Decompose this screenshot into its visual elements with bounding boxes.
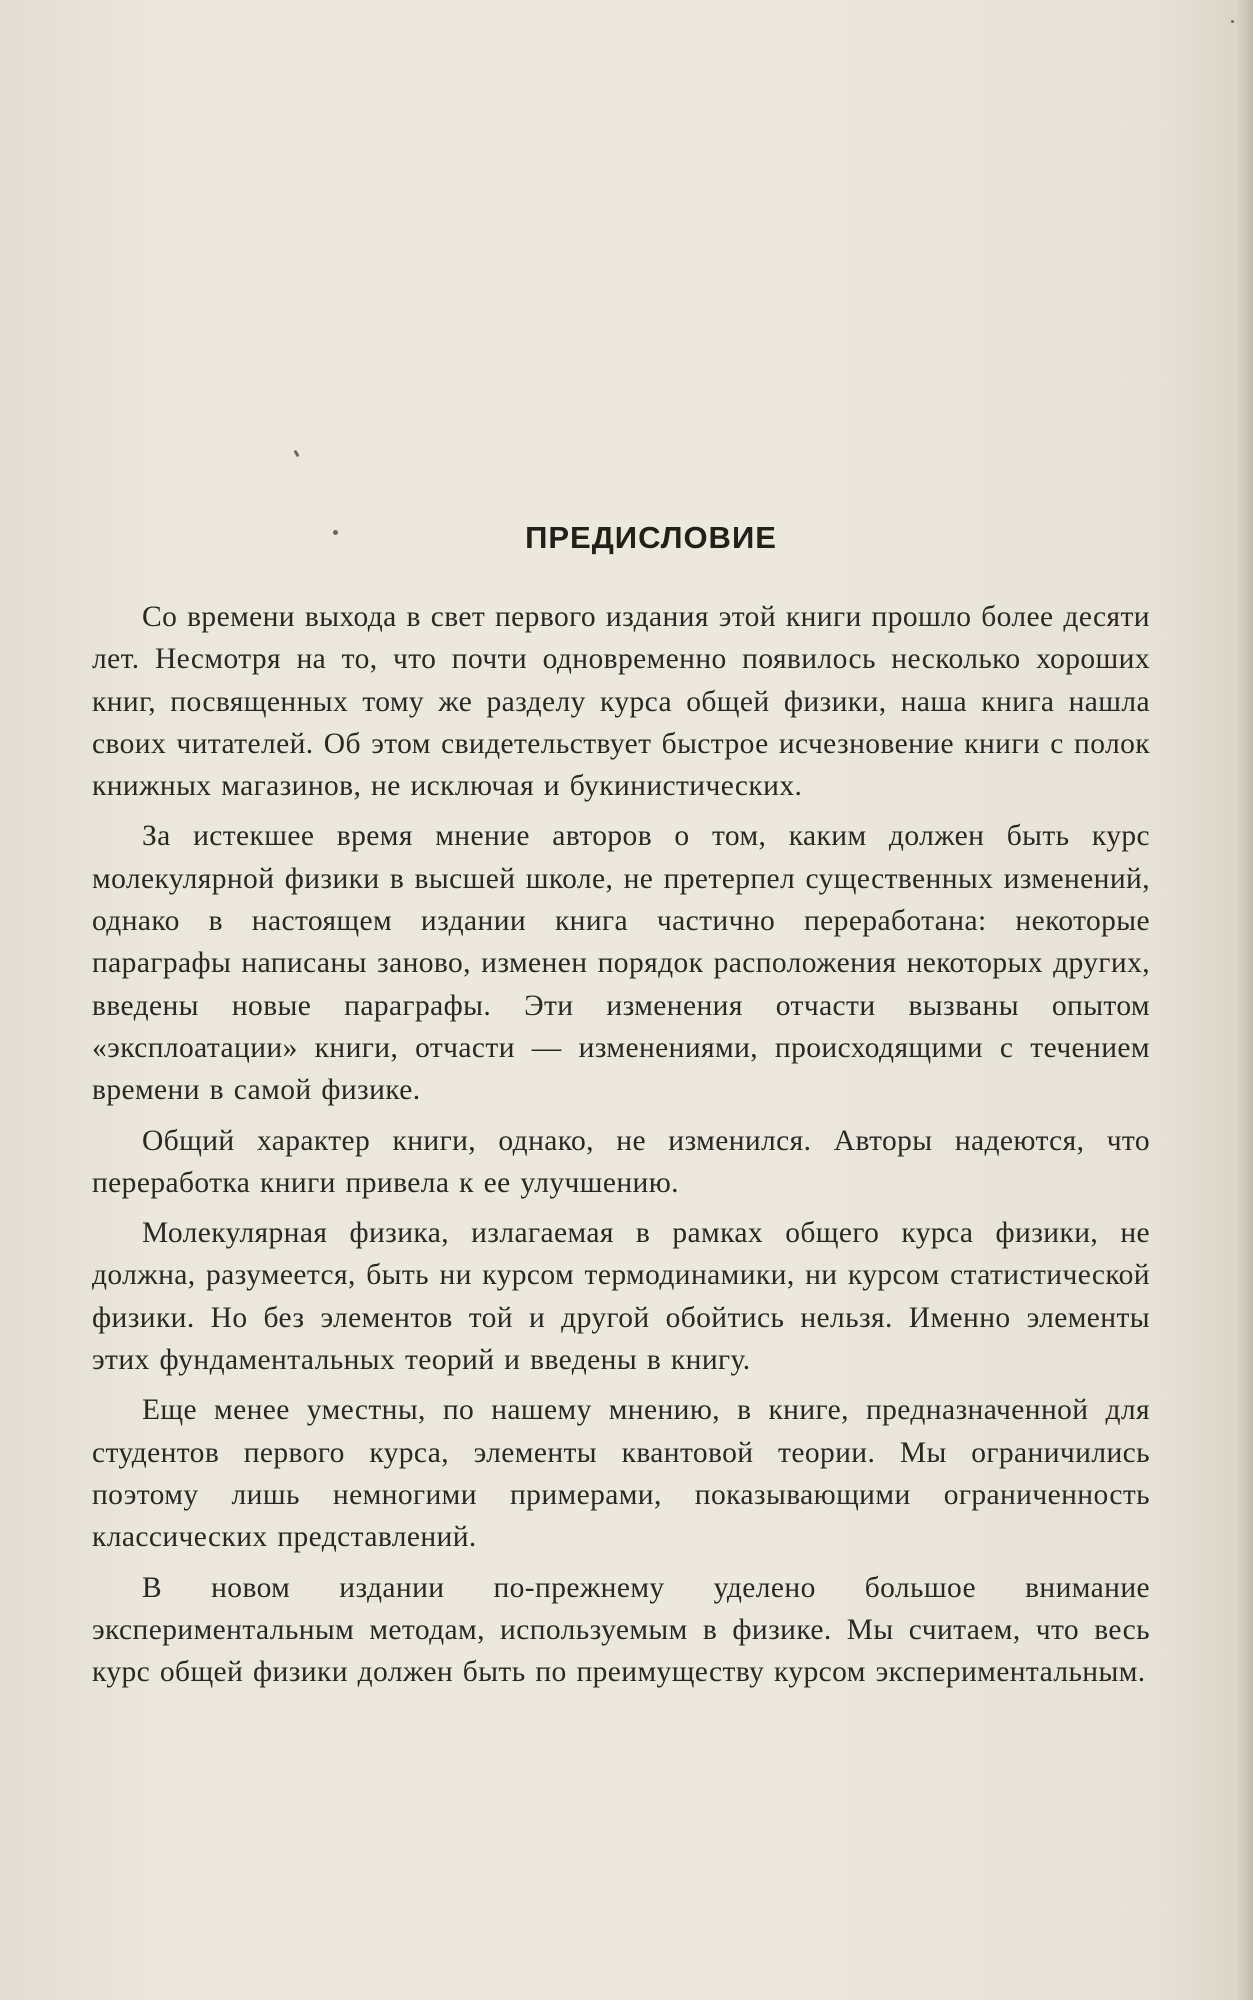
- page-edge-shadow: [1235, 0, 1253, 2000]
- paragraph-4: Молекулярная физика, излагаемая в рамках общего курса физики, не должна, разумеется, быть ни курсом термодинамики, ни курсом статистической физики. Но без элементов той и другой обойтись нельзя. Именно элементы этих фундаментальных теорий и введены в книгу.: [92, 1217, 1150, 1377]
- paragraph-3: Общий характер книги, однако, не изменился. Авторы надеются, что переработка книги привела к ее улучшению.: [92, 1124, 1150, 1199]
- paper-speck: [1231, 20, 1234, 23]
- paragraph-6: В новом издании по-прежнему уделено большое внимание экспериментальным методам, используемым в физике. Мы считаем, что весь курс общей физики должен быть по преимуществу курсом экспериментальным.: [92, 1571, 1150, 1689]
- paragraph-1: Со времени выхода в свет первого издания этой книги прошло более десяти лет. Несмотря на то, что почти одновременно появилось несколько хороших книг, посвященных тому же разделу курса общей физики, наша книга нашла своих читателей. Об этом свидетельствует быстрое исчезновение книги с полок книжных магазинов, не исключая и букинистических.: [92, 601, 1150, 803]
- paragraph-5: Еще менее уместны, по нашему мнению, в книге, предназначенной для студентов первого курса, элементы квантовой теории. Мы ограничились поэтому лишь немногими примерами, показывающими ограниченность классических представлений.: [92, 1394, 1150, 1554]
- page-title: ПРЕДИСЛОВИЕ: [525, 520, 777, 555]
- preface-section: [92, 520, 1150, 1701]
- paragraph-2: За истекшее время мнение авторов о том, каким должен быть курс молекулярной физики в высшей школе, не претерпел существенных изменений, однако в настоящем издании книга частично переработана: некоторые параграфы написаны заново, изменен порядок расположения некоторых других, введены новые параграфы. Эти изменения отчасти вызваны опытом «эксплоатации» книги, отчасти — изменениями, происходящими с течением времени в самой физике.: [92, 820, 1150, 1107]
- paper-speck: [293, 450, 299, 458]
